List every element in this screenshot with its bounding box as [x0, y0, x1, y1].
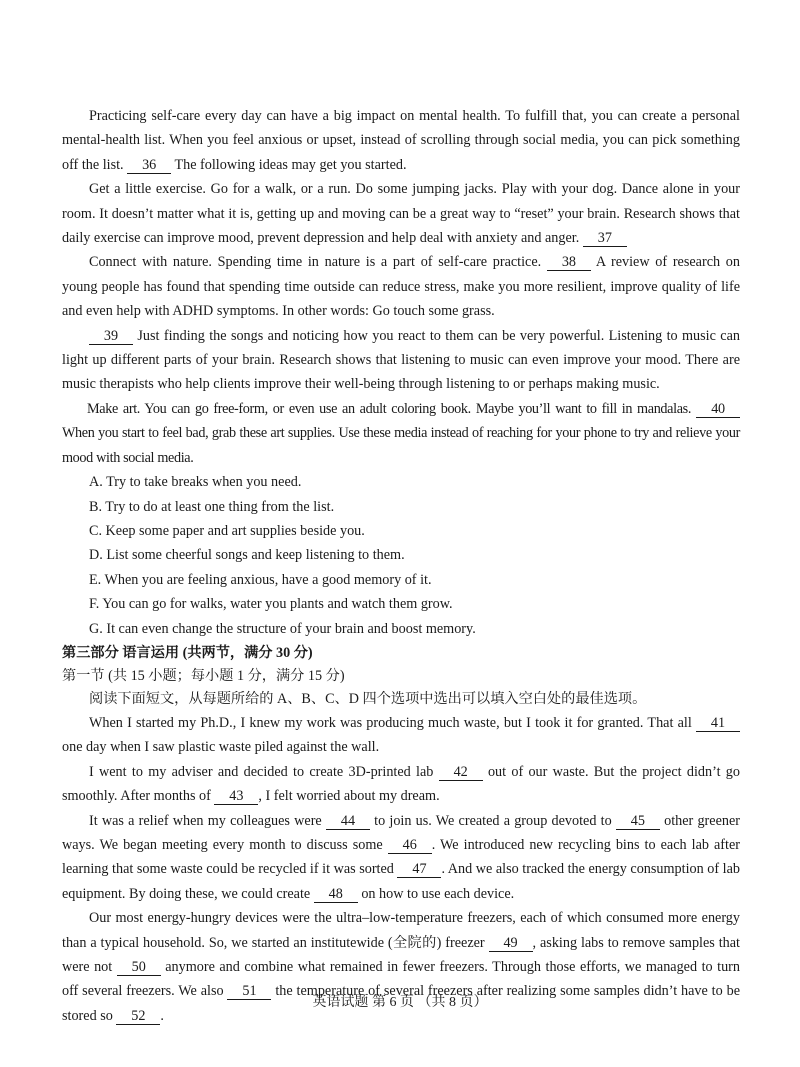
passage-text: . We introduced new recycling bins to each lab after learning that some waste could be recycled if it was sorted: [62, 836, 740, 878]
paragraph: [62, 760, 740, 809]
subsection-title: 第一节 (共 15 小题；每小题 1 分，满分 15 分): [62, 667, 345, 684]
cloze-passage: [62, 711, 740, 1028]
blank-41: 41: [696, 715, 740, 732]
paragraph: [62, 397, 740, 470]
blank-40: 40: [696, 401, 740, 418]
instruction-text: 阅读下面短文，从每题所给的 A、B、C、D 四个选项中选出可以填入空白处的最佳选项。: [89, 690, 647, 707]
option-f: F. You can go for walks, water you plants and watch them grow.: [89, 596, 453, 613]
blank-39: 39: [89, 328, 133, 345]
blank-45: 45: [616, 813, 660, 830]
paragraph: [62, 324, 740, 397]
passage-text: Practicing self-care every day can have a big impact on mental health. To fulfill that, you can create a personal mental-health list. When you feel anxious or upset, instead of scrolling through social media, you can pick something off the list.: [62, 108, 740, 173]
passage-text: Get a little exercise. Go for a walk, or a run. Do some jumping jacks. Play with your dog. Dance alone in your room. It doesn’t matter what it is, getting up and moving can be a great way to “reset” your brain. Research shows that daily exercise can improve mood, prevent depression and help deal with anxiety and anger.: [62, 181, 740, 247]
blank-43: 43: [214, 788, 258, 805]
reading-passage-seven-choose-five: [62, 104, 740, 470]
exam-page: [62, 104, 740, 1028]
blank-52: 52: [116, 1008, 160, 1025]
blank-48: 48: [314, 886, 358, 903]
passage-text: . And we also tracked the energy consumption of lab equipment. By doing these, we could create: [62, 861, 740, 902]
blank-44: 44: [326, 813, 370, 830]
passage-text: I went to my adviser and decided to create 3D-printed lab: [89, 763, 439, 780]
paragraph: [62, 104, 740, 177]
section-title: 第三部分 语言运用 (共两节，满分 30 分): [62, 644, 313, 661]
passage-text: anymore and combine what remained in fewer freezers. Through those efforts, we managed to turn off several freezers. We also: [62, 959, 740, 1000]
passage-text: one day when I saw plastic waste piled against the wall.: [62, 739, 380, 756]
passage-text: When you start to feel bad, grab these art supplies. Use these media instead of reaching for your phone to try and relieve your mood with social media.: [62, 425, 740, 466]
passage-text: The following ideas may get you started.: [171, 156, 407, 173]
passage-text: the temperature of several freezers after realizing some samples didn’t have to be stored so: [62, 983, 740, 1024]
option-d: D. List some cheerful songs and keep listening to them.: [89, 547, 405, 564]
passage-text: , I felt worried about my dream.: [258, 788, 440, 805]
passage-text: on how to use each device.: [357, 885, 515, 902]
blank-42: 42: [439, 764, 483, 781]
blank-49: 49: [489, 935, 533, 952]
passage-text: It was a relief when my colleagues were: [89, 812, 326, 829]
blank-38: 38: [547, 254, 591, 271]
option-e: E. When you are feeling anxious, have a good memory of it.: [89, 571, 432, 588]
blank-47: 47: [397, 861, 441, 878]
page-footer: 英语试题 第 6 页 （共 8 页）: [312, 995, 488, 1010]
passage-text: A review of research on young people has found that spending time outside can reduce stress, make you more resilient, improve quality of life and even help with ADHD symptoms. In other words: Go touch some grass.: [62, 254, 740, 320]
passage-text: When I started my Ph.D., I knew my work was producing much waste, but I took it for granted. That all: [89, 714, 696, 731]
blank-37: 37: [583, 230, 627, 247]
passage-text: Connect with nature. Spending time in nature is a part of self-care practice.: [89, 254, 547, 271]
option-c: C. Keep some paper and art supplies beside you.: [89, 522, 365, 539]
passage-text: to join us. We created a group devoted to: [369, 812, 616, 829]
paragraph: [62, 809, 740, 907]
passage-text: .: [160, 1007, 164, 1024]
option-g: G. It can even change the structure of your brain and boost memory.: [89, 620, 476, 637]
paragraph: [62, 177, 740, 250]
passage-text: Just finding the songs and noticing how you react to them can be very powerful. Listening to music can light up different parts of your brain. Research shows that listening to music can even improve your mood. There are music therapists who help clients improve their well-being through listening to or perhaps making music.: [62, 327, 740, 393]
passage-text: Make art. You can go free-form, or even use an adult coloring book. Maybe you’ll want to fill in mandalas.: [87, 400, 696, 417]
blank-36: 36: [127, 157, 171, 174]
option-a: A. Try to take breaks when you need.: [89, 474, 302, 491]
blank-50: 50: [117, 959, 161, 976]
blank-46: 46: [388, 837, 432, 854]
passage-text: out of our waste. But the project didn’t go smoothly. After months of: [62, 763, 740, 805]
paragraph: [62, 250, 740, 323]
option-b: B. Try to do at least one thing from the list.: [89, 498, 335, 515]
option-list: [62, 470, 740, 641]
passage-text: Our most energy-hungry devices were the ultra–low-temperature freezers, each of which consumed more energy than a typical household. So, we started an institutewide (全院的) freezer: [62, 910, 740, 951]
passage-text: , asking labs to remove samples that were not: [62, 934, 740, 975]
paragraph: [62, 711, 740, 760]
blank-51: 51: [227, 983, 271, 1000]
passage-text: other greener ways. We began meeting every month to discuss some: [62, 812, 740, 853]
